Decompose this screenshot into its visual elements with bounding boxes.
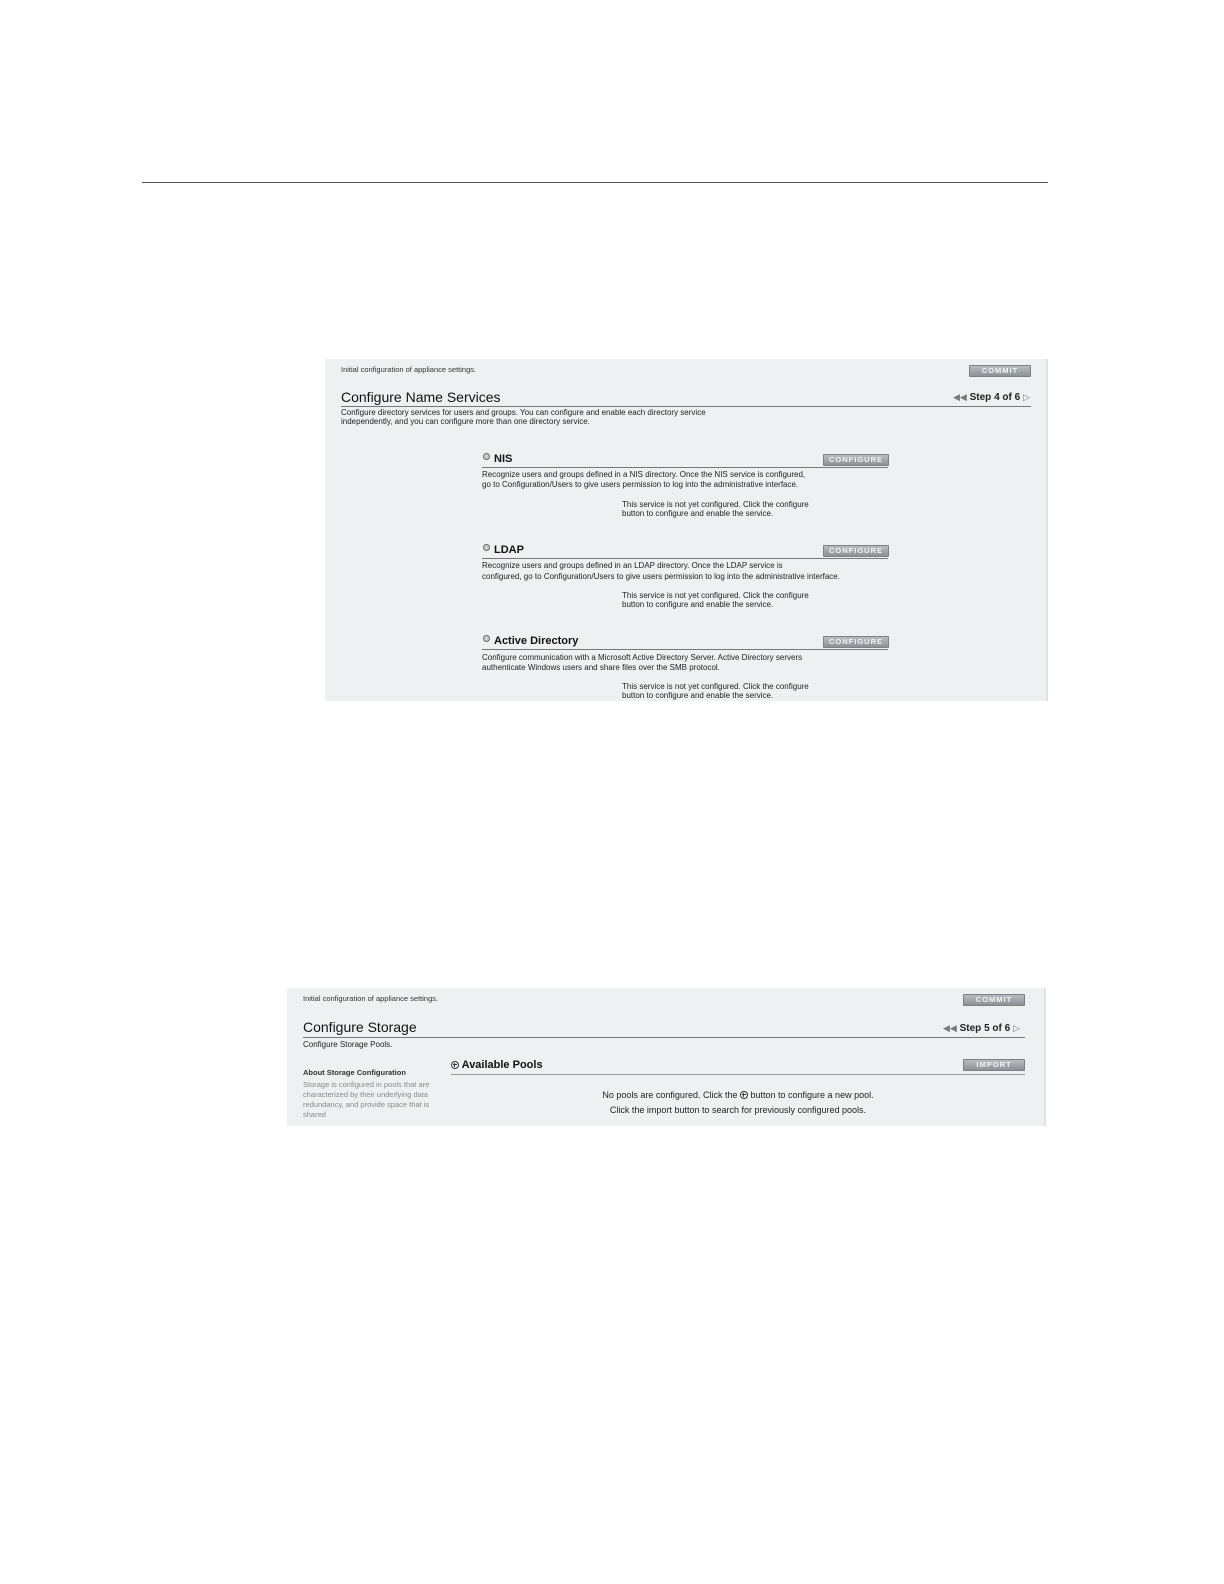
next-step-icon[interactable]: ▷ <box>1022 392 1030 402</box>
service-desc-line-1: Configure communication with a Microsoft Active Directory Server. Active Directory servers <box>482 653 803 662</box>
message-part-2: button to configure a new pool. <box>750 1090 874 1100</box>
service-rule <box>482 558 888 559</box>
title-rule <box>303 1037 1025 1038</box>
previous-step-icon[interactable]: ◀◀ <box>953 392 967 402</box>
service-header-nis <box>483 453 512 465</box>
commit-button[interactable]: COMMIT <box>969 365 1031 377</box>
sidebar-heading: About Storage Configuration <box>303 1068 406 1077</box>
status-icon <box>483 453 490 460</box>
status-icon <box>483 544 490 551</box>
step-indicator <box>943 1023 1020 1034</box>
sidebar-text: Storage is configured in pools that are characterized by their underlying data redundancy, and provide space that is shared <box>303 1080 430 1119</box>
available-pools-header <box>451 1059 543 1071</box>
service-header-ldap <box>483 544 524 556</box>
page-title: Configure Storage <box>303 1019 417 1035</box>
import-message: Click the import button to search for previously configured pools. <box>609 1105 867 1115</box>
no-pools-message <box>451 1088 1025 1102</box>
header-text: Initial configuration of appliance settings. <box>303 994 439 1003</box>
message-part-1: No pools are configured. Click the <box>602 1090 738 1100</box>
step-indicator <box>953 392 1030 403</box>
import-button[interactable]: IMPORT <box>963 1059 1025 1071</box>
add-pool-icon[interactable] <box>451 1061 459 1069</box>
configure-active-directory-button[interactable]: CONFIGURE <box>823 636 889 648</box>
service-desc-line-2: configured, go to Configuration/Users to give users permission to log into the administrative interface. <box>482 572 840 581</box>
next-step-icon[interactable]: ▷ <box>1012 1023 1020 1033</box>
service-status-line-2: button to configure and enable the service. <box>622 600 774 609</box>
page-top-rule <box>142 182 1048 183</box>
service-rule <box>482 649 888 650</box>
service-title: Active Directory <box>494 635 579 647</box>
configure-ldap-button[interactable]: CONFIGURE <box>823 545 889 557</box>
description-line-1: Configure directory services for users and groups. You can configure and enable each directory service <box>341 408 706 417</box>
status-icon <box>483 635 490 642</box>
page-title: Configure Name Services <box>341 389 501 405</box>
title-rule <box>341 406 1031 407</box>
pools-rule <box>451 1074 1025 1075</box>
service-status-line-1: This service is not yet configured. Click the configure <box>622 682 809 691</box>
previous-step-icon[interactable]: ◀◀ <box>943 1023 957 1033</box>
service-desc-line-1: Recognize users and groups defined in a NIS directory. Once the NIS service is configured, <box>482 470 806 479</box>
configure-nis-button[interactable]: CONFIGURE <box>823 454 889 466</box>
storage-screenshot <box>287 988 1046 1126</box>
service-desc-line-1: Recognize users and groups defined in an LDAP directory. Once the LDAP service is <box>482 561 783 570</box>
page-subtitle: Configure Storage Pools. <box>303 1040 393 1049</box>
service-title: NIS <box>494 453 513 465</box>
service-status-line-1: This service is not yet configured. Click the configure <box>622 500 809 509</box>
step-label: Step 4 of 6 <box>969 392 1021 403</box>
pools-heading: Available Pools <box>461 1059 543 1071</box>
add-icon <box>740 1091 748 1099</box>
service-status-line-2: button to configure and enable the service. <box>622 509 774 518</box>
service-rule <box>482 467 888 468</box>
description-line-2: independently, and you can configure more than one directory service. <box>341 417 590 426</box>
service-desc-line-2: go to Configuration/Users to give users permission to log into the administrative interface. <box>482 480 799 489</box>
service-title: LDAP <box>494 544 524 556</box>
service-desc-line-2: authenticate Windows users and share files over the SMB protocol. <box>482 663 720 672</box>
service-status-line-1: This service is not yet configured. Click the configure <box>622 591 809 600</box>
name-services-screenshot <box>325 359 1048 701</box>
step-label: Step 5 of 6 <box>959 1023 1011 1034</box>
header-text: Initial configuration of appliance settings. <box>341 365 477 374</box>
service-header-active-directory <box>483 635 578 647</box>
commit-button[interactable]: COMMIT <box>963 994 1025 1006</box>
service-status-line-2: button to configure and enable the service. <box>622 691 774 700</box>
